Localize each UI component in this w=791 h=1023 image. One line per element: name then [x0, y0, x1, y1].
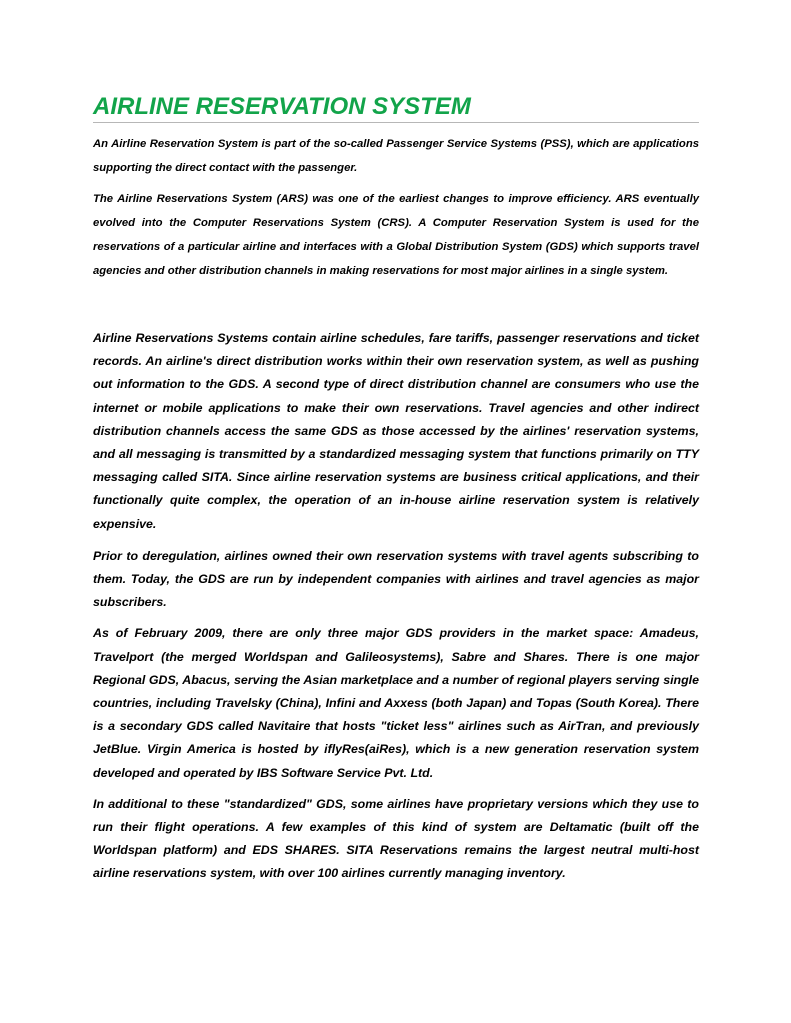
paragraph-ars-history: The Airline Reservations System (ARS) was one of the earliest changes to improve efficiency. ARS eventually evolved into the Computer Reservations System (CRS). A Computer Reservation System is used for the reservations of a particular airline and interfaces with a Global Distribution System (GDS) which supports travel agencies and other distribution channels in making reservations for most major airlines in a single system.: [93, 193, 699, 277]
paragraph-gds-providers: As of February 2009, there are only three major GDS providers in the market space: Amadeus, Travelport (the merged Worldspan and Galileosystems), Sabre and Shares. There is one major Regional GDS, Abacus, serving the Asian marketplace and a number of regional players serving single countries, including Travelsky (China), Infini and Axxess (both Japan) and Topas (South Korea). There is a secondary GDS called Navitaire that hosts "ticket less" airlines such as AirTran, and previously JetBlue. Virgin America is hosted by iflyRes(aiRes), which is a new generation reservation system developed and operated by IBS Software Service Pvt. Ltd.: [93, 626, 699, 780]
document-page: [93, 92, 699, 886]
paragraph-ars-contents: Airline Reservations Systems contain airline schedules, fare tariffs, passenger reservations and ticket records. An airline's direct distribution works within their own reservation system, as well as pushing out information to the GDS. A second type of direct distribution channel are consumers who use the internet or mobile applications to make their own reservations. Travel agencies and other indirect distribution channels access the same GDS as those accessed by the airlines' reservation systems, and all messaging is transmitted by a standardized messaging system that functions primarily on TTY messaging called SITA. Since airline reservation systems are business critical applications, and their functionally quite complex, the operation of an in-house airline reservation system is relatively expensive.: [93, 331, 699, 531]
document-title: AIRLINE RESERVATION SYSTEM: [93, 92, 699, 123]
paragraph-proprietary-systems: In additional to these "standardized" GDS, some airlines have proprietary versions which they use to run their flight operations. A few examples of this kind of system are Deltamatic (built off the Worldspan platform) and EDS SHARES. SITA Reservations remains the largest neutral multi-host airline reservations system, with over 100 airlines currently managing inventory.: [93, 796, 699, 881]
paragraph-deregulation: Prior to deregulation, airlines owned their own reservation systems with travel agents subscribing to them. Today, the GDS are run by independent companies with airlines and travel agencies as major subscribers.: [93, 548, 699, 610]
paragraph-pss-intro: An Airline Reservation System is part of the so-called Passenger Service Systems (PSS), which are applications supporting the direct contact with the passenger.: [93, 138, 699, 174]
